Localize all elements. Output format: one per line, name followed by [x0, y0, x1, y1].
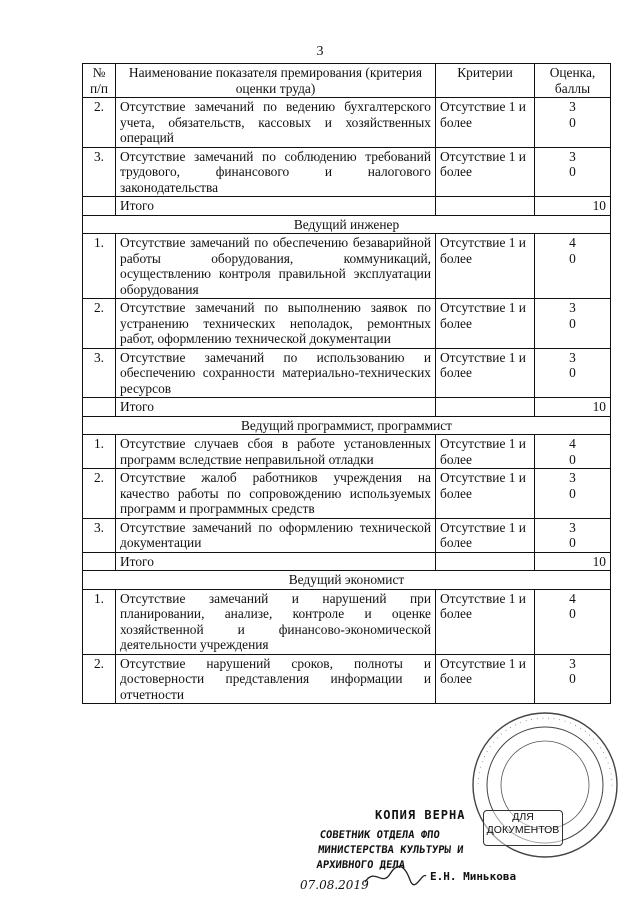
row-criteria: Отсутствие 1 и более — [436, 348, 535, 398]
score-max: 3 — [569, 470, 576, 485]
table-header-row — [83, 64, 611, 98]
score-min: 0 — [569, 485, 576, 501]
row-criteria: Отсутствие 1 и более — [436, 299, 535, 349]
table-row — [83, 469, 611, 519]
row-num: 2. — [83, 98, 116, 148]
row-score — [535, 299, 611, 349]
table-row — [83, 435, 611, 469]
table-row — [83, 98, 611, 148]
signer-line-3: АРХИВНОГО ДЕЛА — [315, 859, 406, 871]
row-criteria: Отсутствие 1 и более — [436, 147, 535, 197]
row-name: Отсутствие замечаний по ведению бухгалтерского учета, обязательств, кассовых и хозяйственных операций — [116, 98, 436, 148]
total-row — [83, 197, 611, 216]
row-name: Отсутствие нарушений сроков, полноты и достоверности представления информации и отчетности — [116, 654, 436, 704]
row-criteria: Отсутствие 1 и более — [436, 98, 535, 148]
section-heading-row — [83, 416, 611, 435]
page-number: 3 — [316, 44, 324, 59]
total-value: 10 — [535, 398, 611, 417]
header-criteria: Критерии — [436, 64, 535, 98]
section-title: Ведущий инженер — [83, 215, 611, 234]
row-criteria: Отсутствие 1 и более — [436, 469, 535, 519]
handwritten-signature — [360, 862, 430, 890]
total-value: 10 — [535, 197, 611, 216]
score-max: 3 — [569, 519, 576, 535]
score-min: 0 — [569, 606, 576, 621]
premium-criteria-table — [82, 63, 611, 704]
total-row — [83, 552, 611, 571]
row-score — [535, 589, 611, 654]
table-row — [83, 299, 611, 349]
header-name: Наименование показателя премирования (критерия оценки труда) — [116, 64, 436, 98]
row-name: Отсутствие замечаний и нарушений при планировании, анализе, контроле и оценке хозяйственной и финансово-экономической деятельности учреждения — [116, 589, 436, 654]
row-num: 3. — [83, 348, 116, 398]
row-criteria: Отсутствие 1 и более — [436, 518, 535, 552]
rect-stamp: ДЛЯ ДОКУМЕНТОВ — [483, 810, 563, 846]
row-num: 3. — [83, 518, 116, 552]
signer-line-2: МИНИСТЕРСТВА КУЛЬТУРЫ И — [317, 844, 465, 856]
row-score — [535, 518, 611, 552]
total-label: Итого — [116, 398, 436, 417]
svg-text:· · · · · · · · · · · · · · ·: · · · · · · · · · · · · · · · · · · · · · · · · · · · · · · · · · · · · · · — [474, 714, 616, 788]
row-score — [535, 147, 611, 197]
row-criteria: Отсутствие 1 и более — [436, 234, 535, 299]
row-num: 1. — [83, 234, 116, 299]
score-min: 0 — [569, 451, 576, 467]
row-score — [535, 435, 611, 469]
row-name: Отсутствие случаев сбоя в работе установленных программ вследствие неправильной отладки — [116, 435, 436, 469]
score-min: 0 — [569, 671, 576, 686]
row-num: 1. — [83, 589, 116, 654]
header-score: Оценка, баллы — [535, 64, 611, 98]
score-max: 3 — [569, 148, 576, 164]
table-row — [83, 589, 611, 654]
row-name: Отсутствие жалоб работников учреждения на качество работы по сопровождению используемых программ и программных средств — [116, 469, 436, 519]
row-name: Отсутствие замечаний по использованию и обеспечению сохранности материально-технических ресурсов — [116, 348, 436, 398]
row-name: Отсутствие замечаний по соблюдению требований трудового, финансового и налогового законодательства — [116, 147, 436, 197]
row-name: Отсутствие замечаний по обеспечению безаварийной работы оборудования, коммуникаций, осуществлению контроля правильной эксплуатации оборудования — [116, 234, 436, 299]
section-title: Ведущий программист, программист — [83, 416, 611, 435]
handwritten-date: 07.08.2019 — [300, 878, 369, 892]
signer-name: Е.Н. Минькова — [430, 870, 517, 883]
total-label: Итого — [116, 552, 436, 571]
copy-verified-stamp: КОПИЯ ВЕРНА — [375, 808, 466, 822]
row-name: Отсутствие замечаний по выполнению заявок по устранению технических неполадок, ремонтных работ, оформлению технической документации — [116, 299, 436, 349]
row-score — [535, 469, 611, 519]
table-row — [83, 234, 611, 299]
total-label: Итого — [116, 197, 436, 216]
section-title: Ведущий экономист — [83, 571, 611, 590]
score-min: 0 — [569, 250, 576, 266]
section-heading-row — [83, 215, 611, 234]
score-max: 3 — [569, 349, 576, 365]
score-min: 0 — [569, 164, 576, 179]
score-max: 3 — [569, 99, 576, 114]
row-score — [535, 654, 611, 704]
table-row — [83, 348, 611, 398]
row-score — [535, 234, 611, 299]
row-num: 2. — [83, 299, 116, 349]
table-row — [83, 518, 611, 552]
row-criteria: Отсутствие 1 и более — [436, 654, 535, 704]
table-row — [83, 147, 611, 197]
score-max: 4 — [569, 590, 576, 606]
table-row — [83, 654, 611, 704]
score-min: 0 — [569, 365, 576, 380]
signer-line-1: СОВЕТНИК ОТДЕЛА ФПО — [318, 829, 441, 841]
header-num: № п/п — [83, 64, 116, 98]
row-num: 2. — [83, 654, 116, 704]
row-score — [535, 98, 611, 148]
score-max: 3 — [569, 300, 576, 315]
row-name: Отсутствие замечаний по оформлению технической документации — [116, 518, 436, 552]
total-value: 10 — [535, 552, 611, 571]
row-num: 3. — [83, 147, 116, 197]
row-score — [535, 348, 611, 398]
score-max: 4 — [569, 235, 576, 250]
row-num: 2. — [83, 469, 116, 519]
score-max: 4 — [569, 436, 576, 451]
total-row — [83, 398, 611, 417]
score-max: 3 — [569, 655, 576, 671]
row-num: 1. — [83, 435, 116, 469]
score-min: 0 — [569, 535, 576, 550]
section-heading-row — [83, 571, 611, 590]
row-criteria: Отсутствие 1 и более — [436, 435, 535, 469]
score-min: 0 — [569, 114, 576, 130]
row-criteria: Отсутствие 1 и более — [436, 589, 535, 654]
score-min: 0 — [569, 315, 576, 331]
